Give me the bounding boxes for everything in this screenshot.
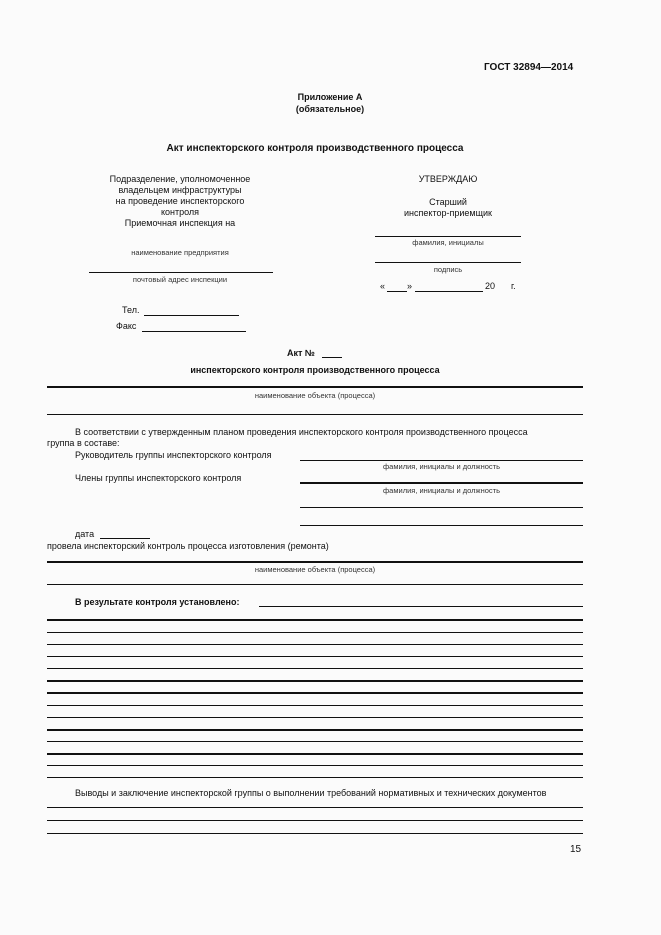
result-line[interactable] [47,680,583,682]
result-line[interactable] [47,765,583,766]
members-label: Члены группы инспекторского контроля [75,473,242,483]
appendix-title: Приложение А [297,92,363,102]
conducted-text: провела инспекторский контроль процесса изготовления (ремонта) [47,541,329,551]
division-line-3: на проведение инспекторского [115,196,245,206]
leader-field-line[interactable] [300,460,583,461]
address-caption: почтовый адрес инспекции [132,275,228,284]
object-field-line-2[interactable] [47,414,583,415]
leader-caption: фамилия, инициалы и должность [383,462,500,471]
document-title: Акт инспекторского контроля производственного процесса [166,143,464,154]
result-line[interactable] [47,656,583,657]
inspector-name-line[interactable] [375,236,521,237]
approve-label: УТВЕРЖДАЮ [418,174,478,184]
result-line[interactable] [47,753,583,755]
date-field-line[interactable] [100,538,150,539]
conclusions-line[interactable] [47,807,583,808]
division-line-4: контроля [160,207,200,217]
signature-line[interactable] [375,262,521,263]
page-number: 15 [570,844,582,855]
year-prefix: 20 [485,281,496,291]
result-line[interactable] [47,741,583,742]
object-field-line-3[interactable] [47,561,583,563]
tel-field-line[interactable] [144,315,239,316]
act-title: Акт № [287,348,315,358]
members-field-line-2[interactable] [300,507,583,508]
result-line[interactable] [47,668,583,669]
members-field-line-3[interactable] [300,525,583,526]
object-caption: наименование объекта (процесса) [254,391,376,400]
fax-field-line[interactable] [142,331,246,332]
conclusions-line[interactable] [47,820,583,821]
object-caption-2: наименование объекта (процесса) [254,565,376,574]
position-line-2: инспектор-приемщик [404,208,492,218]
signature-caption: подпись [433,265,463,274]
result-line[interactable] [47,717,583,718]
result-line[interactable] [47,705,583,706]
result-line[interactable] [47,619,583,621]
result-line[interactable] [47,777,583,778]
date-label: дата [75,529,95,539]
paragraph-line-1: В соответствии с утвержденным планом проведения инспекторского контроля производственного процесса [75,427,528,437]
address-field-line[interactable] [89,272,273,273]
date-day-line[interactable] [387,291,407,292]
division-line-1: Подразделение, уполномоченное [109,174,251,184]
result-line[interactable] [47,644,583,645]
result-field-line[interactable] [259,606,583,607]
standard-number: ГОСТ 32894—2014 [484,62,574,73]
object-field-line[interactable] [47,386,583,388]
division-line-5: Приемочная инспекция на [124,218,236,228]
result-label: В результате контроля установлено: [75,597,240,607]
division-line-2: владельцем инфраструктуры [118,185,242,195]
fax-label: Факс [116,321,137,331]
members-caption: фамилия, инициалы и должность [383,486,500,495]
name-caption: фамилия, инициалы [412,238,484,247]
result-line[interactable] [47,632,583,633]
date-quote-open: « [380,281,386,291]
result-line[interactable] [47,729,583,731]
conclusions-line[interactable] [47,833,583,834]
result-line[interactable] [47,692,583,694]
conclusions-text: Выводы и заключение инспекторской группы о выполнении требований нормативных и технических документов [75,788,547,798]
act-subtitle: инспекторского контроля производственного процесса [190,365,440,375]
date-quote-close: » [407,281,413,291]
year-suffix: г. [511,281,516,291]
tel-label: Тел. [122,305,140,315]
appendix-note: (обязательное) [295,104,365,114]
leader-label: Руководитель группы инспекторского контроля [75,450,272,460]
paragraph-line-2: группа в составе: [47,438,120,448]
enterprise-caption: наименование предприятия [131,248,229,257]
act-number-line[interactable] [322,357,342,358]
date-month-line[interactable] [415,291,483,292]
position-line-1: Старший [429,197,467,207]
object-field-line-4[interactable] [47,584,583,585]
members-field-line[interactable] [300,482,583,484]
